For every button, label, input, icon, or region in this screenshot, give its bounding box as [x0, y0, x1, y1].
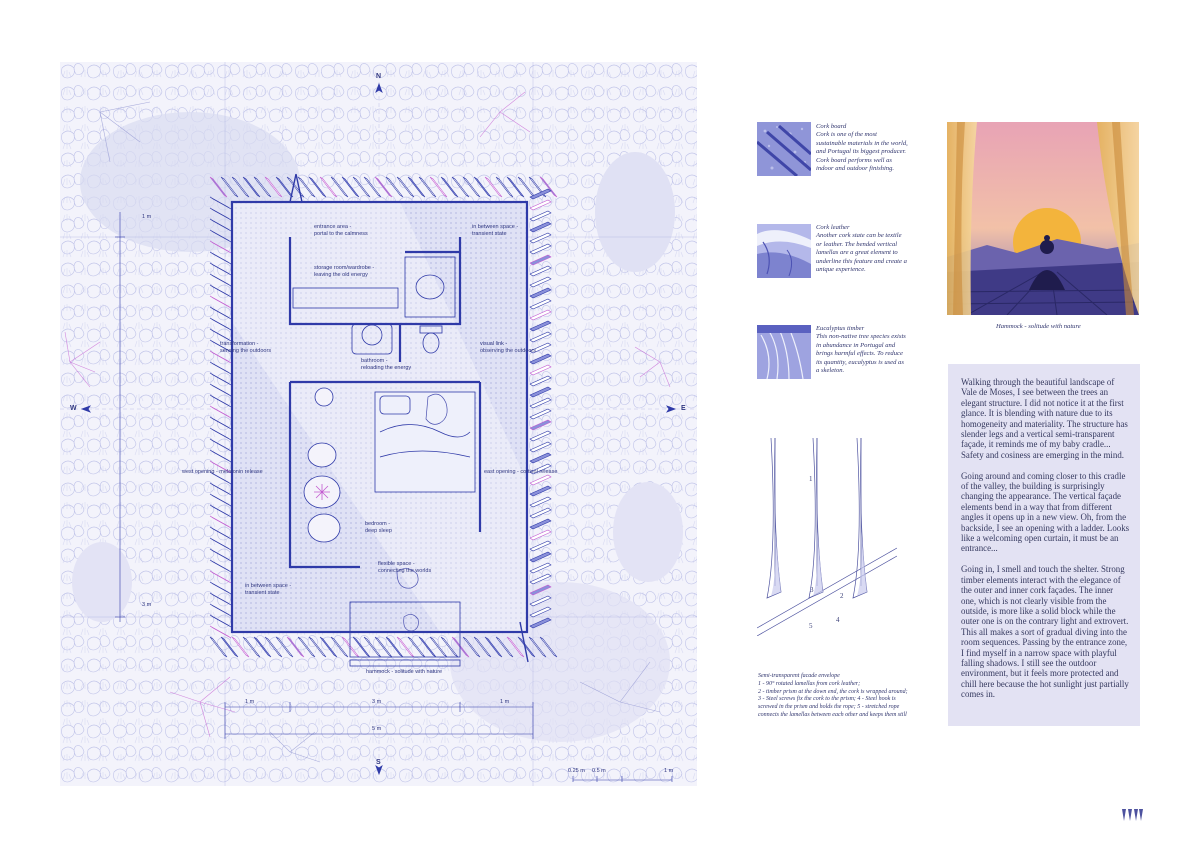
room-label-hammock: hammock - solitude with nature: [366, 669, 443, 675]
envelope-caption-title: Semi-transparent facade envelope: [758, 673, 840, 679]
scale-label-one: 1 m: [664, 768, 674, 774]
cork-board-body: Cork is one of the most sustainable materials in the world, and Portugal its biggest producer. Cork board performs well as indoor and outdoor finishing.: [816, 131, 908, 173]
room-label-inbetween-top: in between space - transient state: [472, 224, 519, 237]
cork-board-title: Cork board: [816, 123, 847, 130]
facade-envelope-diagram: [757, 436, 897, 636]
envelope-caption-line-1: 1 - 90° rotated lamellas from cork leather;: [758, 680, 861, 687]
narrative-paragraph-3: Going in, I smell and touch the shelter. Strong timber elements interact with the elegance of the outer and inner cork façades. The inner one, which is not clearly visible from the outside, is more like a solid block while the outer one is on the contrary light and extrovert. This all makes a sort of gradual diving into the room sequences. Passing by the entrance zone, I find myself in a narrow space with playful falling shadows. I still see the outdoor environment, but it feels more protected and chill here because the hot sunlight just partially comes in.: [961, 564, 1129, 700]
envelope-number-2: 2: [840, 592, 844, 600]
envelope-caption-line-2: 2 - timber prism at the down end, the cork is wrapped around; 3 - Steel screws fix the cork to the prism; 4 - Steel hook is screwed in the prism and holds the rope; 5 - stretched rope connects the lamellas between each other and keeps them still: [758, 688, 908, 718]
envelope-number-5: 5: [809, 622, 813, 630]
room-label-bathroom: bathroom - reloading the energy: [361, 358, 412, 371]
facade-envelope-caption: [758, 673, 908, 720]
eucalyptus-timber-title: Eucalyptus timber: [816, 325, 865, 332]
dimension-5m: 5 m: [372, 726, 382, 732]
envelope-number-3: 3: [810, 586, 814, 594]
compass-south: S: [376, 759, 381, 766]
envelope-number-4: 4: [836, 616, 840, 624]
cradle-logo-icon: [1121, 808, 1143, 827]
dimension-side-1m: 1 m: [142, 214, 152, 220]
hammock-caption: Hammock - solitude with nature: [996, 323, 1081, 330]
room-label-transformation: transformation - sensing the outdoors: [220, 341, 272, 354]
scale-label-half: 0.5 m: [592, 768, 606, 774]
cork-leather-title: Cork leather: [816, 224, 850, 231]
plan-drawing: [60, 62, 697, 786]
room-label-bedroom: bedroom - deep sleep: [365, 521, 392, 534]
room-label-west-opening: west opening - melatonin release: [182, 469, 263, 475]
compass-west: W: [70, 405, 77, 412]
dimension-3m: 3 m: [372, 699, 382, 705]
narrative-panel: [948, 364, 1140, 726]
compass-east: E: [681, 405, 686, 412]
cork-leather-description: [816, 224, 908, 274]
room-label-inbetween-bottom: in between space - transient state: [245, 583, 292, 596]
compass-north: N: [376, 73, 382, 80]
narrative-paragraph-1: Walking through the beautiful landscape of Vale de Moses, I see between the trees an elegant structure. I did not notice it at the first glance. It is blending with nature due to its homogeneity and materiality. The structure has slender legs and a vertical semi-transparent façade, it reminds me of my baby cradle... Safety and cosiness are emerging in the mind.: [961, 377, 1128, 460]
scale-label-quarter: 0.25 m: [568, 768, 585, 774]
cork-board-swatch: [757, 122, 811, 176]
cork-leather-body: Another cork state can be textile or leather. The bended vertical lamellas are a great element to underline this feature and create a unique experience.: [816, 232, 907, 274]
room-label-east-opening: east opening - cortisol release: [484, 469, 558, 475]
room-label-entrance: entrance area - portal to the calmness: [314, 224, 368, 237]
narrative-paragraph-2: Going around and coming closer to this cradle of the valley, the building is surprisingly changing the appearance. The vertical façade elements bend in a way that from different angles it opens up in a new view. Oh, from the backside, I see an opening with a ladder. Looks like a welcoming open curtain, it must be an entrance...: [961, 470, 1130, 554]
eucalyptus-timber-swatch: [757, 325, 811, 379]
room-label-flexible: flexible space - connecting the worlds: [378, 561, 432, 574]
room-label-storage: storage room/wardrobe - leaving the old energy: [314, 265, 375, 278]
floor-plan: [60, 62, 697, 786]
dimension-1m-right: 1 m: [500, 699, 510, 705]
cork-leather-swatch: [757, 224, 811, 278]
envelope-number-1: 1: [809, 475, 813, 483]
eucalyptus-timber-description: [816, 325, 908, 375]
cork-board-description: [816, 123, 908, 173]
eucalyptus-timber-body: This non-native tree species exists in abundance in Portugal and brings harmful effects. To reduce its quantity, eucalyptus is used as a skeleton.: [816, 333, 906, 375]
hammock-illustration: [947, 122, 1139, 315]
room-label-visual-link: visual link - observing the outdoors: [480, 341, 536, 354]
dimension-side-3m: 3 m: [142, 602, 152, 608]
dimension-1m-left: 1 m: [245, 699, 255, 705]
